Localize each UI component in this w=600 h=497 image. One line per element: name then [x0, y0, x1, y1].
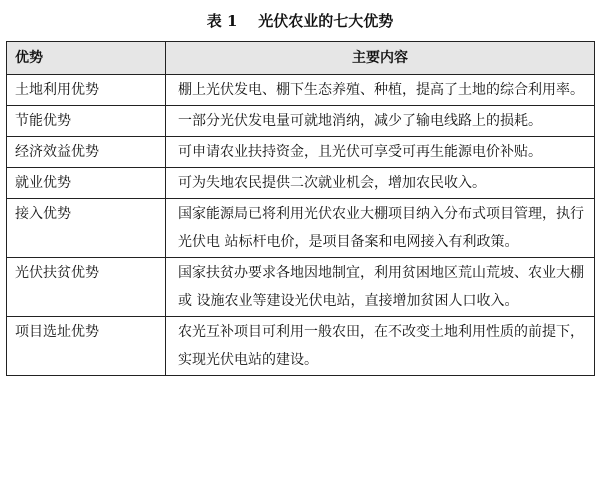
table-row [7, 106, 595, 137]
advantage-cell: 就业优势 [7, 168, 166, 199]
content-cell: 可为失地农民提供二次就业机会，增加农民收入。 [166, 168, 595, 199]
content-cell: 国家扶贫办要求各地因地制宜，利用贫困地区荒山荒坡、农业大棚或 设施农业等建设光伏电站，直接增加贫困人口收入。 [166, 258, 595, 317]
table-header-row [7, 42, 595, 75]
table-row [7, 137, 595, 168]
advantage-cell: 经济效益优势 [7, 137, 166, 168]
advantage-cell: 节能优势 [7, 106, 166, 137]
table-caption: 表 1 光伏农业的七大优势 [206, 12, 394, 30]
advantage-cell: 接入优势 [7, 199, 166, 258]
header-advantage: 优势 [7, 42, 166, 75]
content-cell: 国家能源局已将利用光伏农业大棚项目纳入分布式项目管理，执行光伏电 站标杆电价，是项目备案和电网接入有利政策。 [166, 199, 595, 258]
table-row [7, 317, 595, 376]
content-cell: 可申请农业扶持资金，且光伏可享受可再生能源电价补贴。 [166, 137, 595, 168]
advantage-cell: 项目选址优势 [7, 317, 166, 376]
header-main-content: 主要内容 [166, 42, 595, 75]
table-row [7, 199, 595, 258]
content-cell: 一部分光伏发电量可就地消纳，减少了输电线路上的损耗。 [166, 106, 595, 137]
content-cell: 农光互补项目可利用一般农田，在不改变土地利用性质的前提下，实现光伏电站的建设。 [166, 317, 595, 376]
content-cell: 棚上光伏发电、棚下生态养殖、种植，提高了土地的综合利用率。 [166, 75, 595, 106]
table-row [7, 75, 595, 106]
table-row [7, 168, 595, 199]
advantage-cell: 光伏扶贫优势 [7, 258, 166, 317]
table-row [7, 258, 595, 317]
advantages-table [6, 41, 595, 376]
advantage-cell: 土地利用优势 [7, 75, 166, 106]
